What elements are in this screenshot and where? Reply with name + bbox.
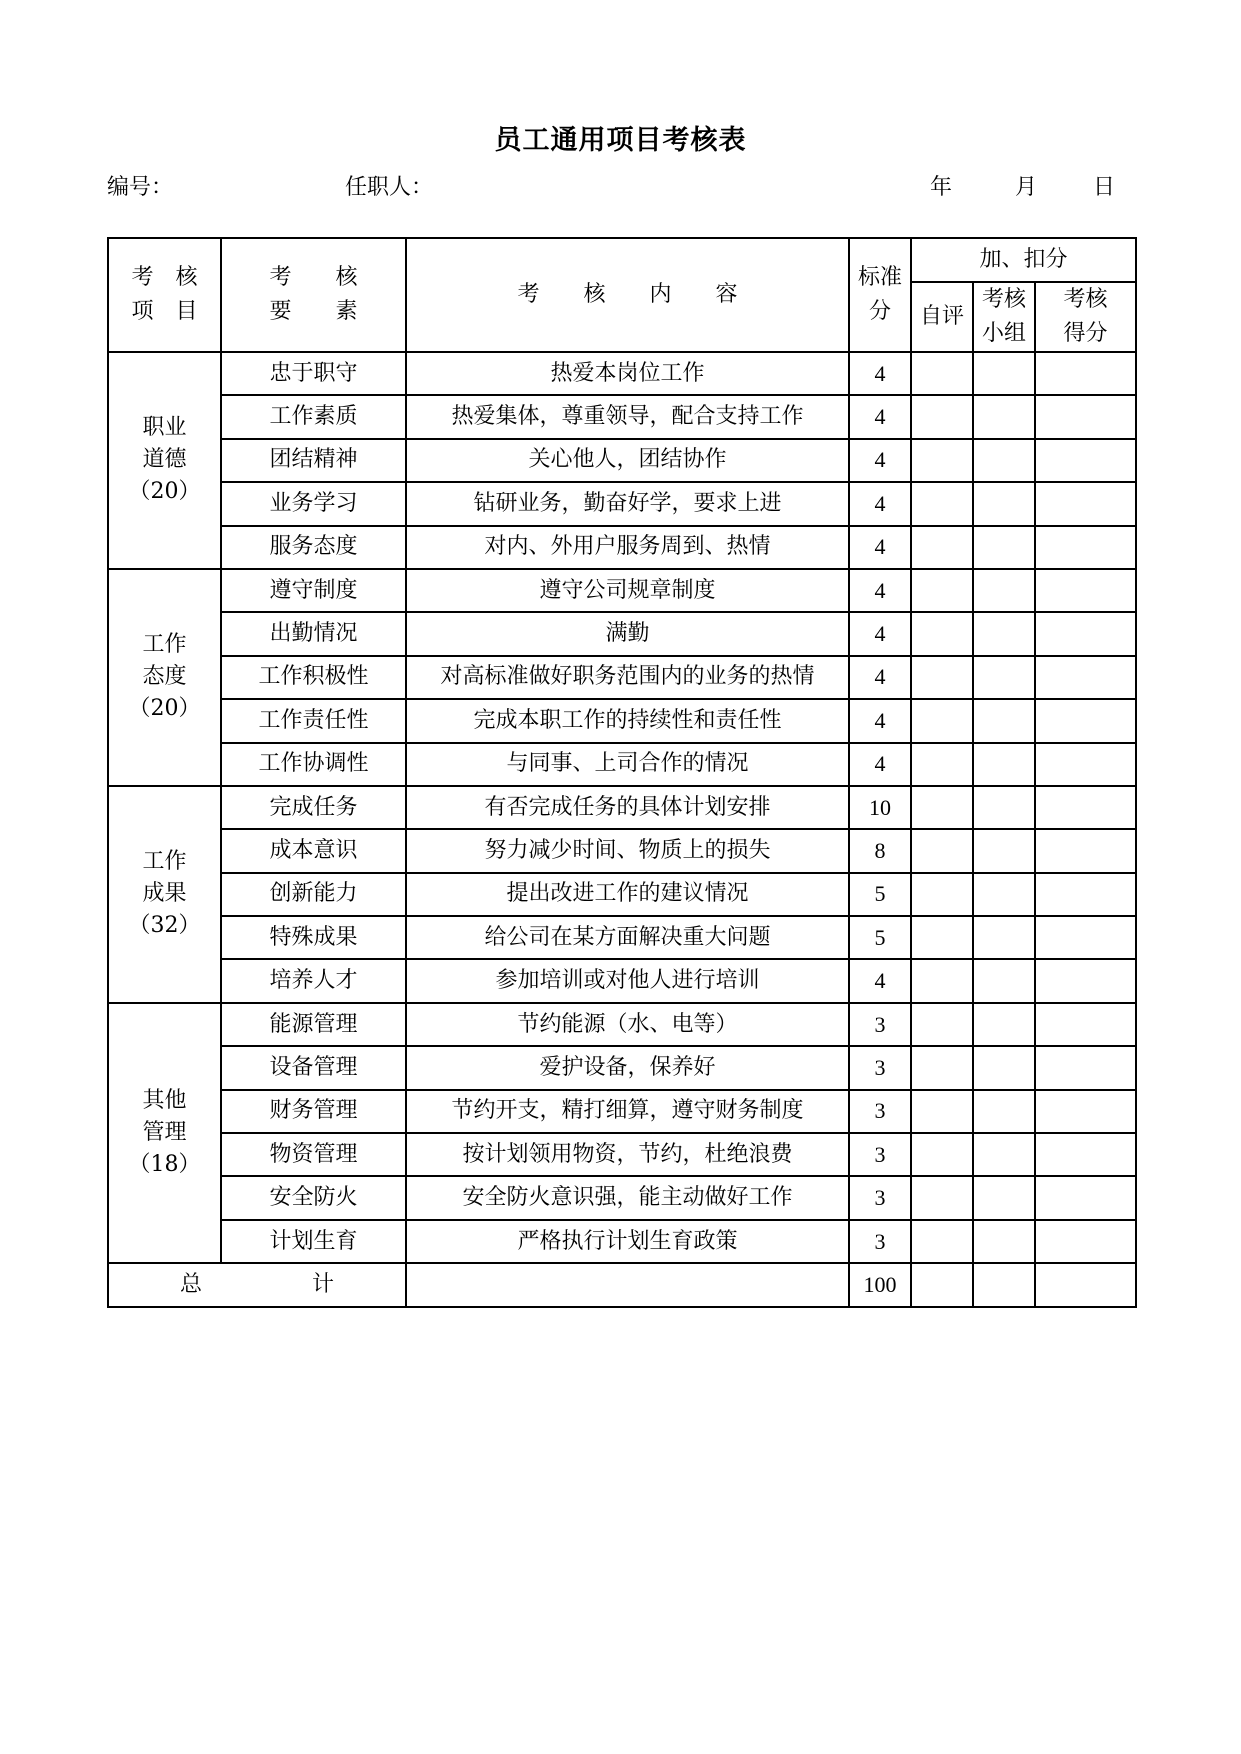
day-label: 日 bbox=[1093, 175, 1116, 200]
element-cell: 团结精神 bbox=[221, 439, 406, 482]
element-cell: 物资管理 bbox=[221, 1133, 406, 1176]
content-cell: 按计划领用物资，节约，杜绝浪费 bbox=[406, 1133, 849, 1176]
content-cell: 节约能源（水、电等） bbox=[406, 1003, 849, 1046]
group-score-cell[interactable] bbox=[973, 873, 1035, 916]
standard-score-cell: 4 bbox=[849, 395, 911, 438]
employee-label: 任职人： bbox=[345, 175, 434, 200]
element-cell: 能源管理 bbox=[221, 1003, 406, 1046]
element-cell: 创新能力 bbox=[221, 873, 406, 916]
group-score-cell[interactable] bbox=[973, 482, 1035, 525]
group-score-cell[interactable] bbox=[973, 1003, 1035, 1046]
content-cell: 热爱本岗位工作 bbox=[406, 352, 849, 395]
final-score-cell[interactable] bbox=[1035, 916, 1136, 959]
final-score-cell[interactable] bbox=[1035, 569, 1136, 612]
final-score-cell[interactable] bbox=[1035, 395, 1136, 438]
self-score-cell[interactable] bbox=[911, 395, 973, 438]
group-score-cell[interactable] bbox=[973, 916, 1035, 959]
element-cell: 工作协调性 bbox=[221, 743, 406, 786]
content-cell: 爱护设备，保养好 bbox=[406, 1046, 849, 1089]
final-score-cell[interactable] bbox=[1035, 1133, 1136, 1176]
self-score-cell[interactable] bbox=[911, 1090, 973, 1133]
self-score-cell[interactable] bbox=[911, 656, 973, 699]
content-cell: 满勤 bbox=[406, 612, 849, 655]
table-row bbox=[108, 612, 1136, 655]
self-score-cell[interactable] bbox=[911, 743, 973, 786]
final-score-cell[interactable] bbox=[1035, 352, 1136, 395]
final-score-cell[interactable] bbox=[1035, 873, 1136, 916]
final-score-cell[interactable] bbox=[1035, 829, 1136, 872]
final-score-cell[interactable] bbox=[1035, 1090, 1136, 1133]
content-cell: 热爱集体，尊重领导，配合支持工作 bbox=[406, 395, 849, 438]
self-score-cell[interactable] bbox=[911, 959, 973, 1002]
group-score-cell[interactable] bbox=[973, 656, 1035, 699]
header-element: 考 核 要 素 bbox=[221, 238, 406, 352]
standard-score-cell: 4 bbox=[849, 439, 911, 482]
self-score-cell[interactable] bbox=[911, 612, 973, 655]
element-cell: 成本意识 bbox=[221, 829, 406, 872]
element-cell: 工作素质 bbox=[221, 395, 406, 438]
standard-score-cell: 4 bbox=[849, 526, 911, 569]
total-group-cell[interactable] bbox=[973, 1263, 1035, 1306]
element-cell: 遵守制度 bbox=[221, 569, 406, 612]
content-cell: 努力减少时间、物质上的损失 bbox=[406, 829, 849, 872]
element-cell: 完成任务 bbox=[221, 786, 406, 829]
header-item: 考 核 项 目 bbox=[108, 238, 221, 352]
year-label: 年 bbox=[930, 175, 953, 200]
content-cell: 对高标准做好职务范围内的业务的热情 bbox=[406, 656, 849, 699]
element-cell: 工作积极性 bbox=[221, 656, 406, 699]
content-cell: 与同事、上司合作的情况 bbox=[406, 743, 849, 786]
table-row bbox=[108, 1003, 1136, 1046]
standard-score-cell: 5 bbox=[849, 916, 911, 959]
element-cell: 出勤情况 bbox=[221, 612, 406, 655]
final-score-cell[interactable] bbox=[1035, 1046, 1136, 1089]
self-score-cell[interactable] bbox=[911, 1133, 973, 1176]
category-cell: 职业 道德 （20） bbox=[108, 352, 221, 569]
content-cell: 关心他人，团结协作 bbox=[406, 439, 849, 482]
standard-score-cell: 4 bbox=[849, 959, 911, 1002]
table-row bbox=[108, 439, 1136, 482]
content-cell: 参加培训或对他人进行培训 bbox=[406, 959, 849, 1002]
table-row bbox=[108, 873, 1136, 916]
table-row bbox=[108, 1090, 1136, 1133]
standard-score-cell: 4 bbox=[849, 656, 911, 699]
table-row bbox=[108, 569, 1136, 612]
total-self-cell[interactable] bbox=[911, 1263, 973, 1306]
standard-score-cell: 3 bbox=[849, 1176, 911, 1219]
group-score-cell[interactable] bbox=[973, 612, 1035, 655]
standard-score-cell: 4 bbox=[849, 482, 911, 525]
final-score-cell[interactable] bbox=[1035, 1176, 1136, 1219]
content-cell: 遵守公司规章制度 bbox=[406, 569, 849, 612]
table-row bbox=[108, 959, 1136, 1002]
header-content: 考 核 内 容 bbox=[406, 238, 849, 352]
final-score-cell[interactable] bbox=[1035, 482, 1136, 525]
table-row bbox=[108, 743, 1136, 786]
element-cell: 忠于职守 bbox=[221, 352, 406, 395]
table-row bbox=[108, 656, 1136, 699]
self-score-cell[interactable] bbox=[911, 482, 973, 525]
element-cell: 业务学习 bbox=[221, 482, 406, 525]
table-row bbox=[108, 526, 1136, 569]
assessment-table bbox=[107, 237, 1137, 1308]
self-score-cell[interactable] bbox=[911, 569, 973, 612]
standard-score-cell: 3 bbox=[849, 1220, 911, 1263]
table-row bbox=[108, 786, 1136, 829]
element-cell: 服务态度 bbox=[221, 526, 406, 569]
content-cell: 对内、外用户服务周到、热情 bbox=[406, 526, 849, 569]
element-cell: 财务管理 bbox=[221, 1090, 406, 1133]
number-label: 编号： bbox=[107, 175, 174, 200]
content-cell: 完成本职工作的持续性和责任性 bbox=[406, 699, 849, 742]
self-score-cell[interactable] bbox=[911, 1176, 973, 1219]
self-score-cell[interactable] bbox=[911, 829, 973, 872]
table-row bbox=[108, 352, 1136, 395]
group-score-cell[interactable] bbox=[973, 829, 1035, 872]
group-score-cell[interactable] bbox=[973, 743, 1035, 786]
category-cell: 工作 态度 （20） bbox=[108, 569, 221, 786]
self-score-cell[interactable] bbox=[911, 439, 973, 482]
standard-score-cell: 3 bbox=[849, 1003, 911, 1046]
total-final-cell[interactable] bbox=[1035, 1263, 1136, 1306]
self-score-cell[interactable] bbox=[911, 916, 973, 959]
element-cell: 工作责任性 bbox=[221, 699, 406, 742]
table-row bbox=[108, 829, 1136, 872]
standard-score-cell: 8 bbox=[849, 829, 911, 872]
self-score-cell[interactable] bbox=[911, 699, 973, 742]
final-score-cell[interactable] bbox=[1035, 439, 1136, 482]
element-cell: 安全防火 bbox=[221, 1176, 406, 1219]
header-self: 自评 bbox=[911, 282, 973, 352]
standard-score-cell: 4 bbox=[849, 743, 911, 786]
header-adjust: 加、扣分 bbox=[911, 238, 1136, 282]
final-score-cell[interactable] bbox=[1035, 1003, 1136, 1046]
table-row bbox=[108, 916, 1136, 959]
final-score-cell[interactable] bbox=[1035, 699, 1136, 742]
group-score-cell[interactable] bbox=[973, 1046, 1035, 1089]
total-content-cell bbox=[406, 1263, 849, 1306]
table-row bbox=[108, 699, 1136, 742]
standard-score-cell: 10 bbox=[849, 786, 911, 829]
final-score-cell[interactable] bbox=[1035, 656, 1136, 699]
self-score-cell[interactable] bbox=[911, 526, 973, 569]
table-row bbox=[108, 1176, 1136, 1219]
final-score-cell[interactable] bbox=[1035, 1220, 1136, 1263]
standard-score-cell: 4 bbox=[849, 699, 911, 742]
standard-score-cell: 3 bbox=[849, 1133, 911, 1176]
final-score-cell[interactable] bbox=[1035, 612, 1136, 655]
table-row bbox=[108, 482, 1136, 525]
month-label: 月 bbox=[1015, 175, 1038, 200]
self-score-cell[interactable] bbox=[911, 1046, 973, 1089]
content-cell: 安全防火意识强，能主动做好工作 bbox=[406, 1176, 849, 1219]
self-score-cell[interactable] bbox=[911, 1003, 973, 1046]
element-cell: 培养人才 bbox=[221, 959, 406, 1002]
header-group: 考核 小组 bbox=[973, 282, 1035, 352]
self-score-cell[interactable] bbox=[911, 1220, 973, 1263]
final-score-cell[interactable] bbox=[1035, 526, 1136, 569]
group-score-cell[interactable] bbox=[973, 395, 1035, 438]
standard-score-cell: 4 bbox=[849, 569, 911, 612]
content-cell: 有否完成任务的具体计划安排 bbox=[406, 786, 849, 829]
group-score-cell[interactable] bbox=[973, 786, 1035, 829]
total-standard-cell: 100 bbox=[849, 1263, 911, 1306]
table-row bbox=[108, 1220, 1136, 1263]
header-score: 考核 得分 bbox=[1035, 282, 1136, 352]
standard-score-cell: 3 bbox=[849, 1046, 911, 1089]
element-cell: 设备管理 bbox=[221, 1046, 406, 1089]
group-score-cell[interactable] bbox=[973, 699, 1035, 742]
element-cell: 特殊成果 bbox=[221, 916, 406, 959]
category-cell: 工作 成果 （32） bbox=[108, 786, 221, 1003]
table-row bbox=[108, 1046, 1136, 1089]
group-score-cell[interactable] bbox=[973, 526, 1035, 569]
self-score-cell[interactable] bbox=[911, 873, 973, 916]
content-cell: 严格执行计划生育政策 bbox=[406, 1220, 849, 1263]
total-row bbox=[108, 1263, 1136, 1306]
page-title: 员工通用项目考核表 bbox=[494, 125, 747, 156]
standard-score-cell: 3 bbox=[849, 1090, 911, 1133]
header-standard: 标准 分 bbox=[849, 238, 911, 352]
final-score-cell[interactable] bbox=[1035, 786, 1136, 829]
group-score-cell[interactable] bbox=[973, 959, 1035, 1002]
group-score-cell[interactable] bbox=[973, 439, 1035, 482]
content-cell: 节约开支，精打细算，遵守财务制度 bbox=[406, 1090, 849, 1133]
group-score-cell[interactable] bbox=[973, 352, 1035, 395]
final-score-cell[interactable] bbox=[1035, 959, 1136, 1002]
total-label: 总 计 bbox=[108, 1263, 406, 1306]
group-score-cell[interactable] bbox=[973, 569, 1035, 612]
standard-score-cell: 4 bbox=[849, 612, 911, 655]
self-score-cell[interactable] bbox=[911, 786, 973, 829]
group-score-cell[interactable] bbox=[973, 1133, 1035, 1176]
content-cell: 提出改进工作的建议情况 bbox=[406, 873, 849, 916]
standard-score-cell: 5 bbox=[849, 873, 911, 916]
category-cell: 其他 管理 （18） bbox=[108, 1003, 221, 1263]
self-score-cell[interactable] bbox=[911, 352, 973, 395]
content-cell: 给公司在某方面解决重大问题 bbox=[406, 916, 849, 959]
element-cell: 计划生育 bbox=[221, 1220, 406, 1263]
group-score-cell[interactable] bbox=[973, 1220, 1035, 1263]
content-cell: 钻研业务，勤奋好学，要求上进 bbox=[406, 482, 849, 525]
final-score-cell[interactable] bbox=[1035, 743, 1136, 786]
group-score-cell[interactable] bbox=[973, 1090, 1035, 1133]
standard-score-cell: 4 bbox=[849, 352, 911, 395]
table-row bbox=[108, 1133, 1136, 1176]
group-score-cell[interactable] bbox=[973, 1176, 1035, 1219]
table-row bbox=[108, 395, 1136, 438]
